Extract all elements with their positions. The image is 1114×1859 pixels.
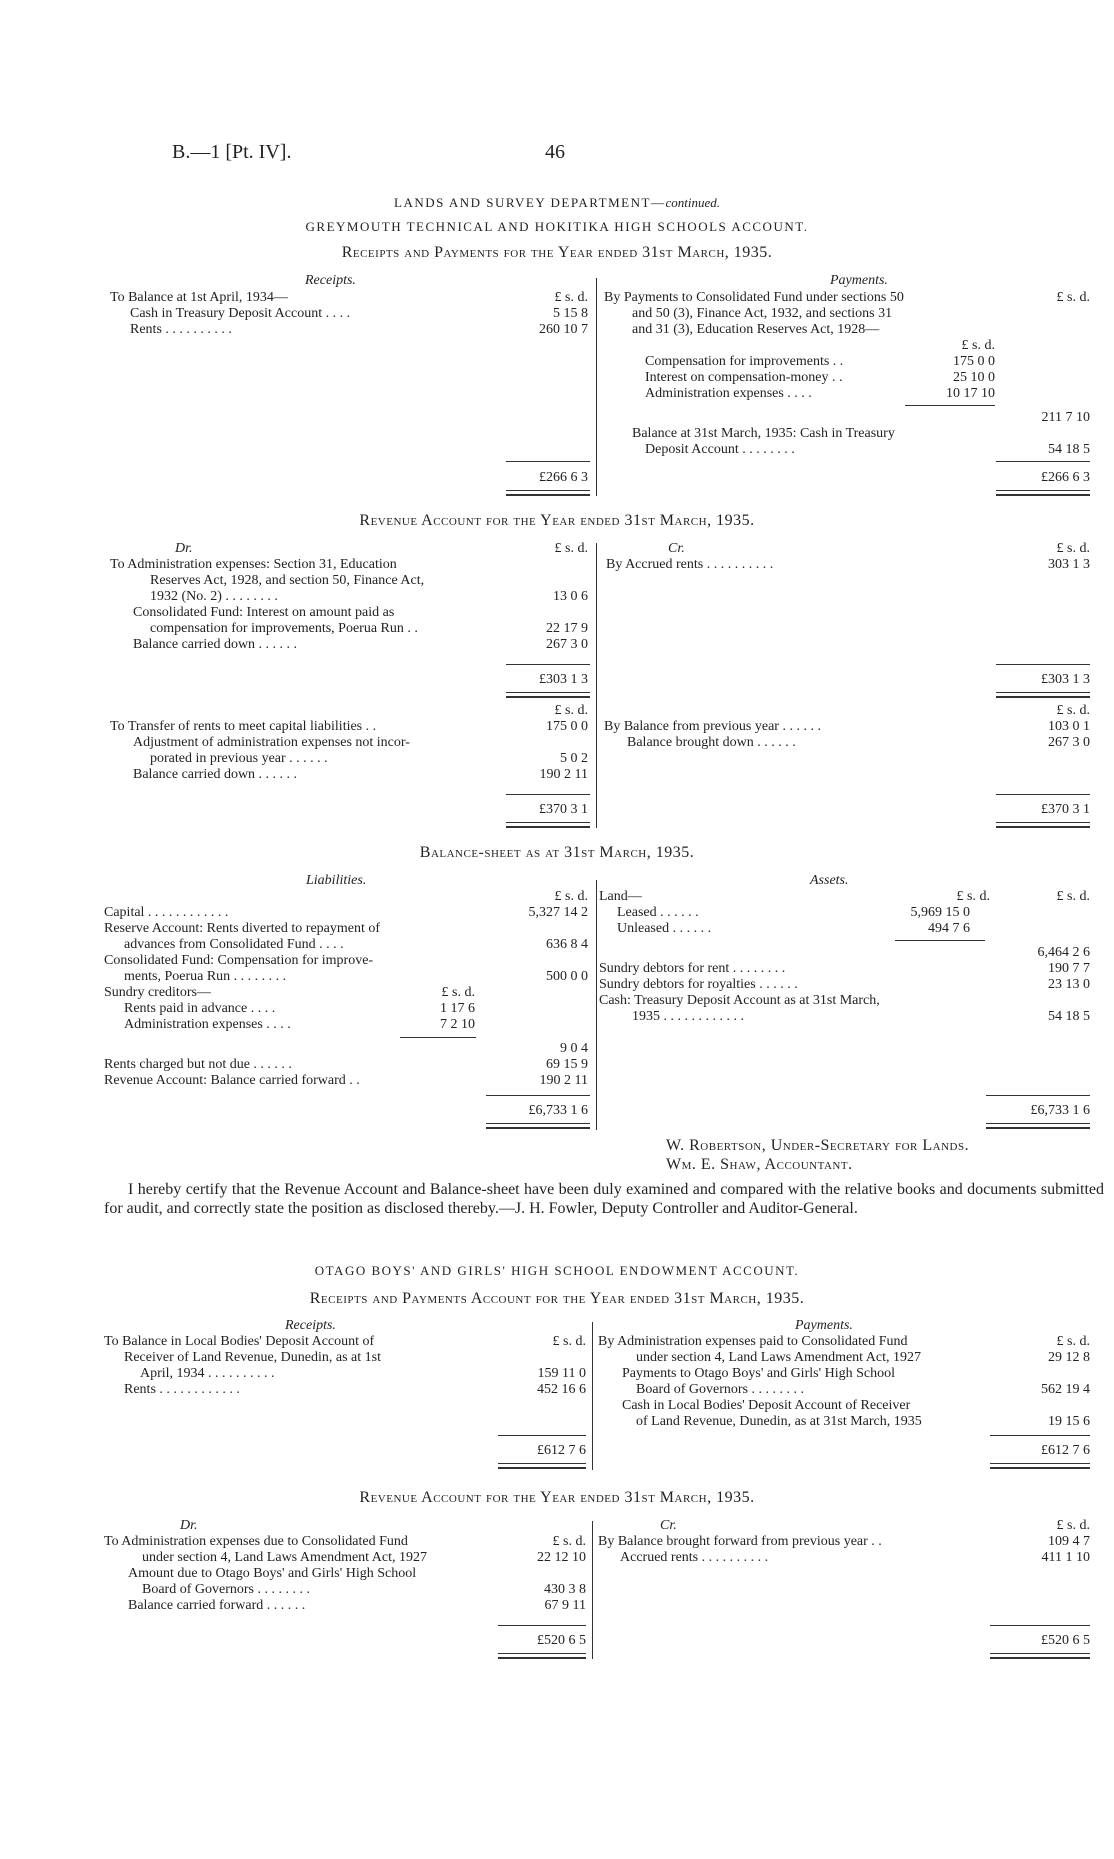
s5-cr-rule [990,1625,1090,1626]
s3-l7-value: 1 17 6 [440,1001,475,1016]
s4-receipts-rule [498,1435,586,1436]
s3-assets-total: £6,733 1 6 [1030,1103,1090,1118]
s4-r1: To Balance in Local Bodies' Deposit Account of [104,1334,375,1349]
s1-receipts-total: £266 6 3 [539,470,588,485]
s5-cr-double-rule [990,1653,1090,1659]
s2-d4: Consolidated Fund: Interest on amount paid as [133,605,395,620]
s4-p6: of Land Revenue, Dunedin, as at 31st March, 1935 [636,1414,922,1429]
s2-dr-lsd: £ s. d. [554,541,588,556]
page-reference: B.—1 [Pt. IV]. [172,141,292,163]
audit-certificate: I hereby certify that the Revenue Account and Balance-sheet have been duly examined and compared with the relative books and documents submitted for audit, and correctly state the position as disclosed thereby.—J. H. Fowler, Deputy Controller and Auditor-General. [104,1181,1104,1217]
s1-sub-lsd: £ s. d. [961,338,995,353]
s3-a4-value: 190 7 7 [1048,961,1090,976]
s1-payments-lsd: £ s. d. [1056,290,1090,305]
s4-receipts-head: Receipts. [285,1318,336,1333]
s2-dr-lsd-2: £ s. d. [554,703,588,718]
s2-dr-rule [506,664,590,665]
signature-accountant: Wm. E. Shaw, Accountant. [666,1156,853,1173]
s5-d2: under section 4, Land Laws Amendment Act, 1927 [142,1550,427,1565]
s1-rp-title: Receipts and Payments for the Year ended 31st March, 1935. [341,244,773,261]
s1-divider [596,278,597,496]
s2-cr-total: £303 1 3 [1041,672,1090,687]
s5-d5-value: 67 9 11 [544,1598,586,1613]
s3-liab-total: £6,733 1 6 [528,1103,588,1118]
s4-payments-lsd: £ s. d. [1056,1334,1090,1349]
s4-p1: By Administration expenses paid to Consolidated Fund [598,1334,908,1349]
s4-divider [592,1322,593,1470]
s1-receipts-lsd: £ s. d. [554,290,588,305]
s4-receipts-lsd: £ s. d. [552,1334,586,1349]
s5-divider [592,1521,593,1659]
department-title: LANDS AND SURVEY DEPARTMENT— [394,195,666,210]
s2-d7: To Transfer of rents to meet capital liabilities . . [110,719,377,734]
signature-under-secretary: W. Robertson, Under-Secretary for Lands. [666,1137,970,1154]
s2-c2: By Balance from previous year . . . . . . [604,719,821,734]
s3-l5-value: 500 0 0 [546,969,588,984]
s2-dr: Dr. [175,541,193,556]
page-number: 46 [545,141,565,163]
s3-l3: advances from Consolidated Fund . . . . [124,937,344,952]
s1-p5-value: 25 10 0 [953,370,995,385]
s4-p6-value: 19 15 6 [1048,1414,1090,1429]
s5-d1: To Administration expenses due to Consolidated Fund [104,1534,408,1549]
s2-cr-double-rule [996,692,1090,698]
s2-cr-rule-2 [996,794,1090,795]
s5-cr-total: £520 6 5 [1041,1633,1090,1648]
s2-d3-value: 13 0 6 [553,589,588,604]
s2-cr: Cr. [668,541,685,556]
s5-d4: Board of Governors . . . . . . . . [142,1582,310,1597]
s3-a3: Unleased . . . . . . [617,921,712,936]
s1-p6-value: 10 17 10 [946,386,995,401]
s1-receipts-rule [506,461,590,462]
s1-r1: To Balance at 1st April, 1934— [110,290,288,305]
s5-d3: Amount due to Otago Boys' and Girls' High School [128,1566,417,1581]
s2-d1: To Administration expenses: Section 31, Education [110,557,397,572]
s3-l8: Administration expenses . . . . [124,1017,291,1032]
s3-a5-value: 23 13 0 [1048,977,1090,992]
s3-title: Balance-sheet as at 31st March, 1935. [419,844,695,861]
s2-d2: Reserves Act, 1928, and section 50, Finance Act, [150,573,425,588]
s3-a7: 1935 . . . . . . . . . . . . [632,1009,744,1024]
s4-r4-value: 452 16 6 [537,1382,586,1397]
s3-l10-value: 190 2 11 [539,1073,588,1088]
s3-a2-value: 5,969 15 0 [910,905,970,920]
s3-a6: Cash: Treasury Deposit Account as at 31st March, [599,993,880,1008]
s3-l9: Rents charged but not due . . . . . . [104,1057,292,1072]
s1-p8-value: 54 18 5 [1048,442,1090,457]
s3-l6: Sundry creditors— [104,985,211,1000]
department-heading [0,195,1114,211]
s1-payments-total: £266 6 3 [1041,470,1090,485]
s5-c2: Accrued rents . . . . . . . . . . [620,1550,769,1565]
s1-receipts-double-rule [506,490,590,496]
s3-assets-subtotal: 6,464 2 6 [1037,945,1090,960]
department-continued: continued. [665,195,720,210]
s4-p5: Cash in Local Bodies' Deposit Account of Receiver [622,1398,911,1413]
s1-p4-value: 175 0 0 [953,354,995,369]
s3-l9-value: 69 15 9 [546,1057,588,1072]
s4-payments-rule [990,1435,1090,1436]
s4-payments-total: £612 7 6 [1041,1443,1090,1458]
otago-account-title: OTAGO BOYS' AND GIRLS' HIGH SCHOOL ENDOWMENT ACCOUNT. [314,1263,800,1278]
s3-liab-double-rule [486,1123,590,1129]
s5-d5: Balance carried forward . . . . . . [128,1598,306,1613]
s2-dr-total-2: £370 3 1 [539,802,588,817]
s5-c1-value: 109 4 7 [1048,1534,1090,1549]
s3-l7: Rents paid in advance . . . . [124,1001,276,1016]
s4-rp-title: Receipts and Payments Account for the Year ended 31st March, 1935. [309,1290,805,1307]
s1-payments-double-rule [996,490,1090,496]
s5-c1: By Balance brought forward from previous year . . [598,1534,882,1549]
s5-dr-total: £520 6 5 [537,1633,586,1648]
s3-a3-value: 494 7 6 [928,921,970,936]
s2-divider [596,543,597,828]
s5-dr-lsd: £ s. d. [552,1534,586,1549]
s1-receipts-head: Receipts. [305,273,356,288]
s1-r3: Rents . . . . . . . . . . [130,322,232,337]
s4-receipts-double-rule [498,1463,586,1469]
s4-r2: Receiver of Land Revenue, Dunedin, as at 1st [124,1350,381,1365]
s2-c2-value: 103 0 1 [1048,719,1090,734]
s1-p1: By Payments to Consolidated Fund under sections 50 [604,290,904,305]
s4-p2-value: 29 12 8 [1048,1350,1090,1365]
s2-c1: By Accrued rents . . . . . . . . . . [606,557,774,572]
s2-d7-value: 175 0 0 [546,719,588,734]
s2-cr-double-rule-2 [996,822,1090,828]
s3-liab-lsd: £ s. d. [554,889,588,904]
s2-d9-value: 5 0 2 [560,751,588,766]
s1-payments-head: Payments. [830,273,888,288]
s5-dr-double-rule [498,1653,586,1659]
s3-assets-head: Assets. [810,873,849,888]
s2-cr-lsd: £ s. d. [1056,541,1090,556]
s2-d6: Balance carried down . . . . . . [133,637,298,652]
s4-p2: under section 4, Land Laws Amendment Act, 1927 [636,1350,921,1365]
s2-dr-rule-2 [506,794,590,795]
s2-dr-double-rule-2 [506,822,590,828]
s3-assets-rule [986,1095,1090,1096]
s3-assets-sub-lsd: £ s. d. [956,889,990,904]
s3-l1-value: 5,327 14 2 [528,905,588,920]
s3-l4: Consolidated Fund: Compensation for improve- [104,953,374,968]
s3-l5: ments, Poerua Run . . . . . . . . [124,969,287,984]
s3-sub-lsd: £ s. d. [441,985,475,1000]
s1-p7: Balance at 31st March, 1935: Cash in Treasury [632,426,895,441]
s2-d9: porated in previous year . . . . . . [150,751,328,766]
s2-c3-value: 267 3 0 [1048,735,1090,750]
s5-dr-rule [498,1625,586,1626]
s4-p3: Payments to Otago Boys' and Girls' High School [622,1366,895,1381]
s3-liab-rule [486,1095,590,1096]
s3-a5: Sundry debtors for royalties . . . . . . [599,977,798,992]
s5-d2-value: 22 12 10 [537,1550,586,1565]
s1-sub-rule [905,405,995,406]
s3-l8-subtotal: 9 0 4 [560,1041,588,1056]
s3-a4: Sundry debtors for rent . . . . . . . . [599,961,786,976]
s3-a7-value: 54 18 5 [1048,1009,1090,1024]
s4-receipts-total: £612 7 6 [537,1443,586,1458]
s2-dr-double-rule [506,692,590,698]
s1-r3-value: 260 10 7 [539,322,588,337]
s5-dr: Dr. [180,1518,198,1533]
s5-cr-lsd: £ s. d. [1056,1518,1090,1533]
s3-assets-sub-rule [895,940,985,941]
s2-d5-value: 22 17 9 [546,621,588,636]
s5-title: Revenue Account for the Year ended 31st March, 1935. [359,1489,755,1506]
s4-r3-value: 159 11 0 [537,1366,586,1381]
s2-d8: Adjustment of administration expenses not incor- [133,735,410,750]
s3-sub-rule [400,1037,476,1038]
s3-a1: Land— [599,889,642,904]
s1-p6: Administration expenses . . . . [645,386,812,401]
s1-p5: Interest on compensation-money . . [645,370,843,385]
s3-a2: Leased . . . . . . [617,905,699,920]
s3-l10: Revenue Account: Balance carried forward . . [104,1073,360,1088]
s2-d10: Balance carried down . . . . . . [133,767,298,782]
s3-assets-double-rule [986,1123,1090,1129]
s4-r3: April, 1934 . . . . . . . . . . [140,1366,275,1381]
s2-cr-rule [996,664,1090,665]
s3-assets-lsd: £ s. d. [1056,889,1090,904]
s5-c2-value: 411 1 10 [1041,1550,1090,1565]
s2-d10-value: 190 2 11 [539,767,588,782]
s4-payments-head: Payments. [795,1318,853,1333]
s4-p4: Board of Governors . . . . . . . . [636,1382,804,1397]
s2-d5: compensation for improvements, Poerua Run . . [150,621,418,636]
s5-d4-value: 430 3 8 [544,1582,586,1597]
s1-payments-rule [996,461,1090,462]
s3-l1: Capital . . . . . . . . . . . . [104,905,229,920]
s2-cr-lsd-2: £ s. d. [1056,703,1090,718]
s2-dr-total: £303 1 3 [539,672,588,687]
s3-l8-value: 7 2 10 [440,1017,475,1032]
s3-l3-value: 636 8 4 [546,937,588,952]
s4-payments-double-rule [990,1463,1090,1469]
s1-r2-value: 5 15 8 [553,306,588,321]
s3-divider [596,880,597,1130]
s1-p2: and 50 (3), Finance Act, 1932, and sections 31 [632,306,893,321]
s1-p3: and 31 (3), Education Reserves Act, 1928— [632,322,880,337]
s3-liabilities-head: Liabilities. [306,873,367,888]
s1-payments-subtotal: 211 7 10 [1041,410,1090,425]
s2-cr-total-2: £370 3 1 [1041,802,1090,817]
s2-d6-value: 267 3 0 [546,637,588,652]
s4-p4-value: 562 19 4 [1041,1382,1090,1397]
s1-p8: Deposit Account . . . . . . . . [645,442,795,457]
s1-p4: Compensation for improvements . . [645,354,844,369]
s2-c1-value: 303 1 3 [1048,557,1090,572]
s2-c3: Balance brought down . . . . . . [627,735,796,750]
s3-l2: Reserve Account: Rents diverted to repayment of [104,921,381,936]
s1-r2: Cash in Treasury Deposit Account . . . . [130,306,351,321]
greymouth-account-title: GREYMOUTH TECHNICAL AND HOKITIKA HIGH SCHOOLS ACCOUNT. [305,219,809,234]
s2-title: Revenue Account for the Year ended 31st March, 1935. [359,512,755,529]
s4-r4: Rents . . . . . . . . . . . . [124,1382,240,1397]
s2-d3: 1932 (No. 2) . . . . . . . . [150,589,278,604]
s5-cr: Cr. [660,1518,677,1533]
